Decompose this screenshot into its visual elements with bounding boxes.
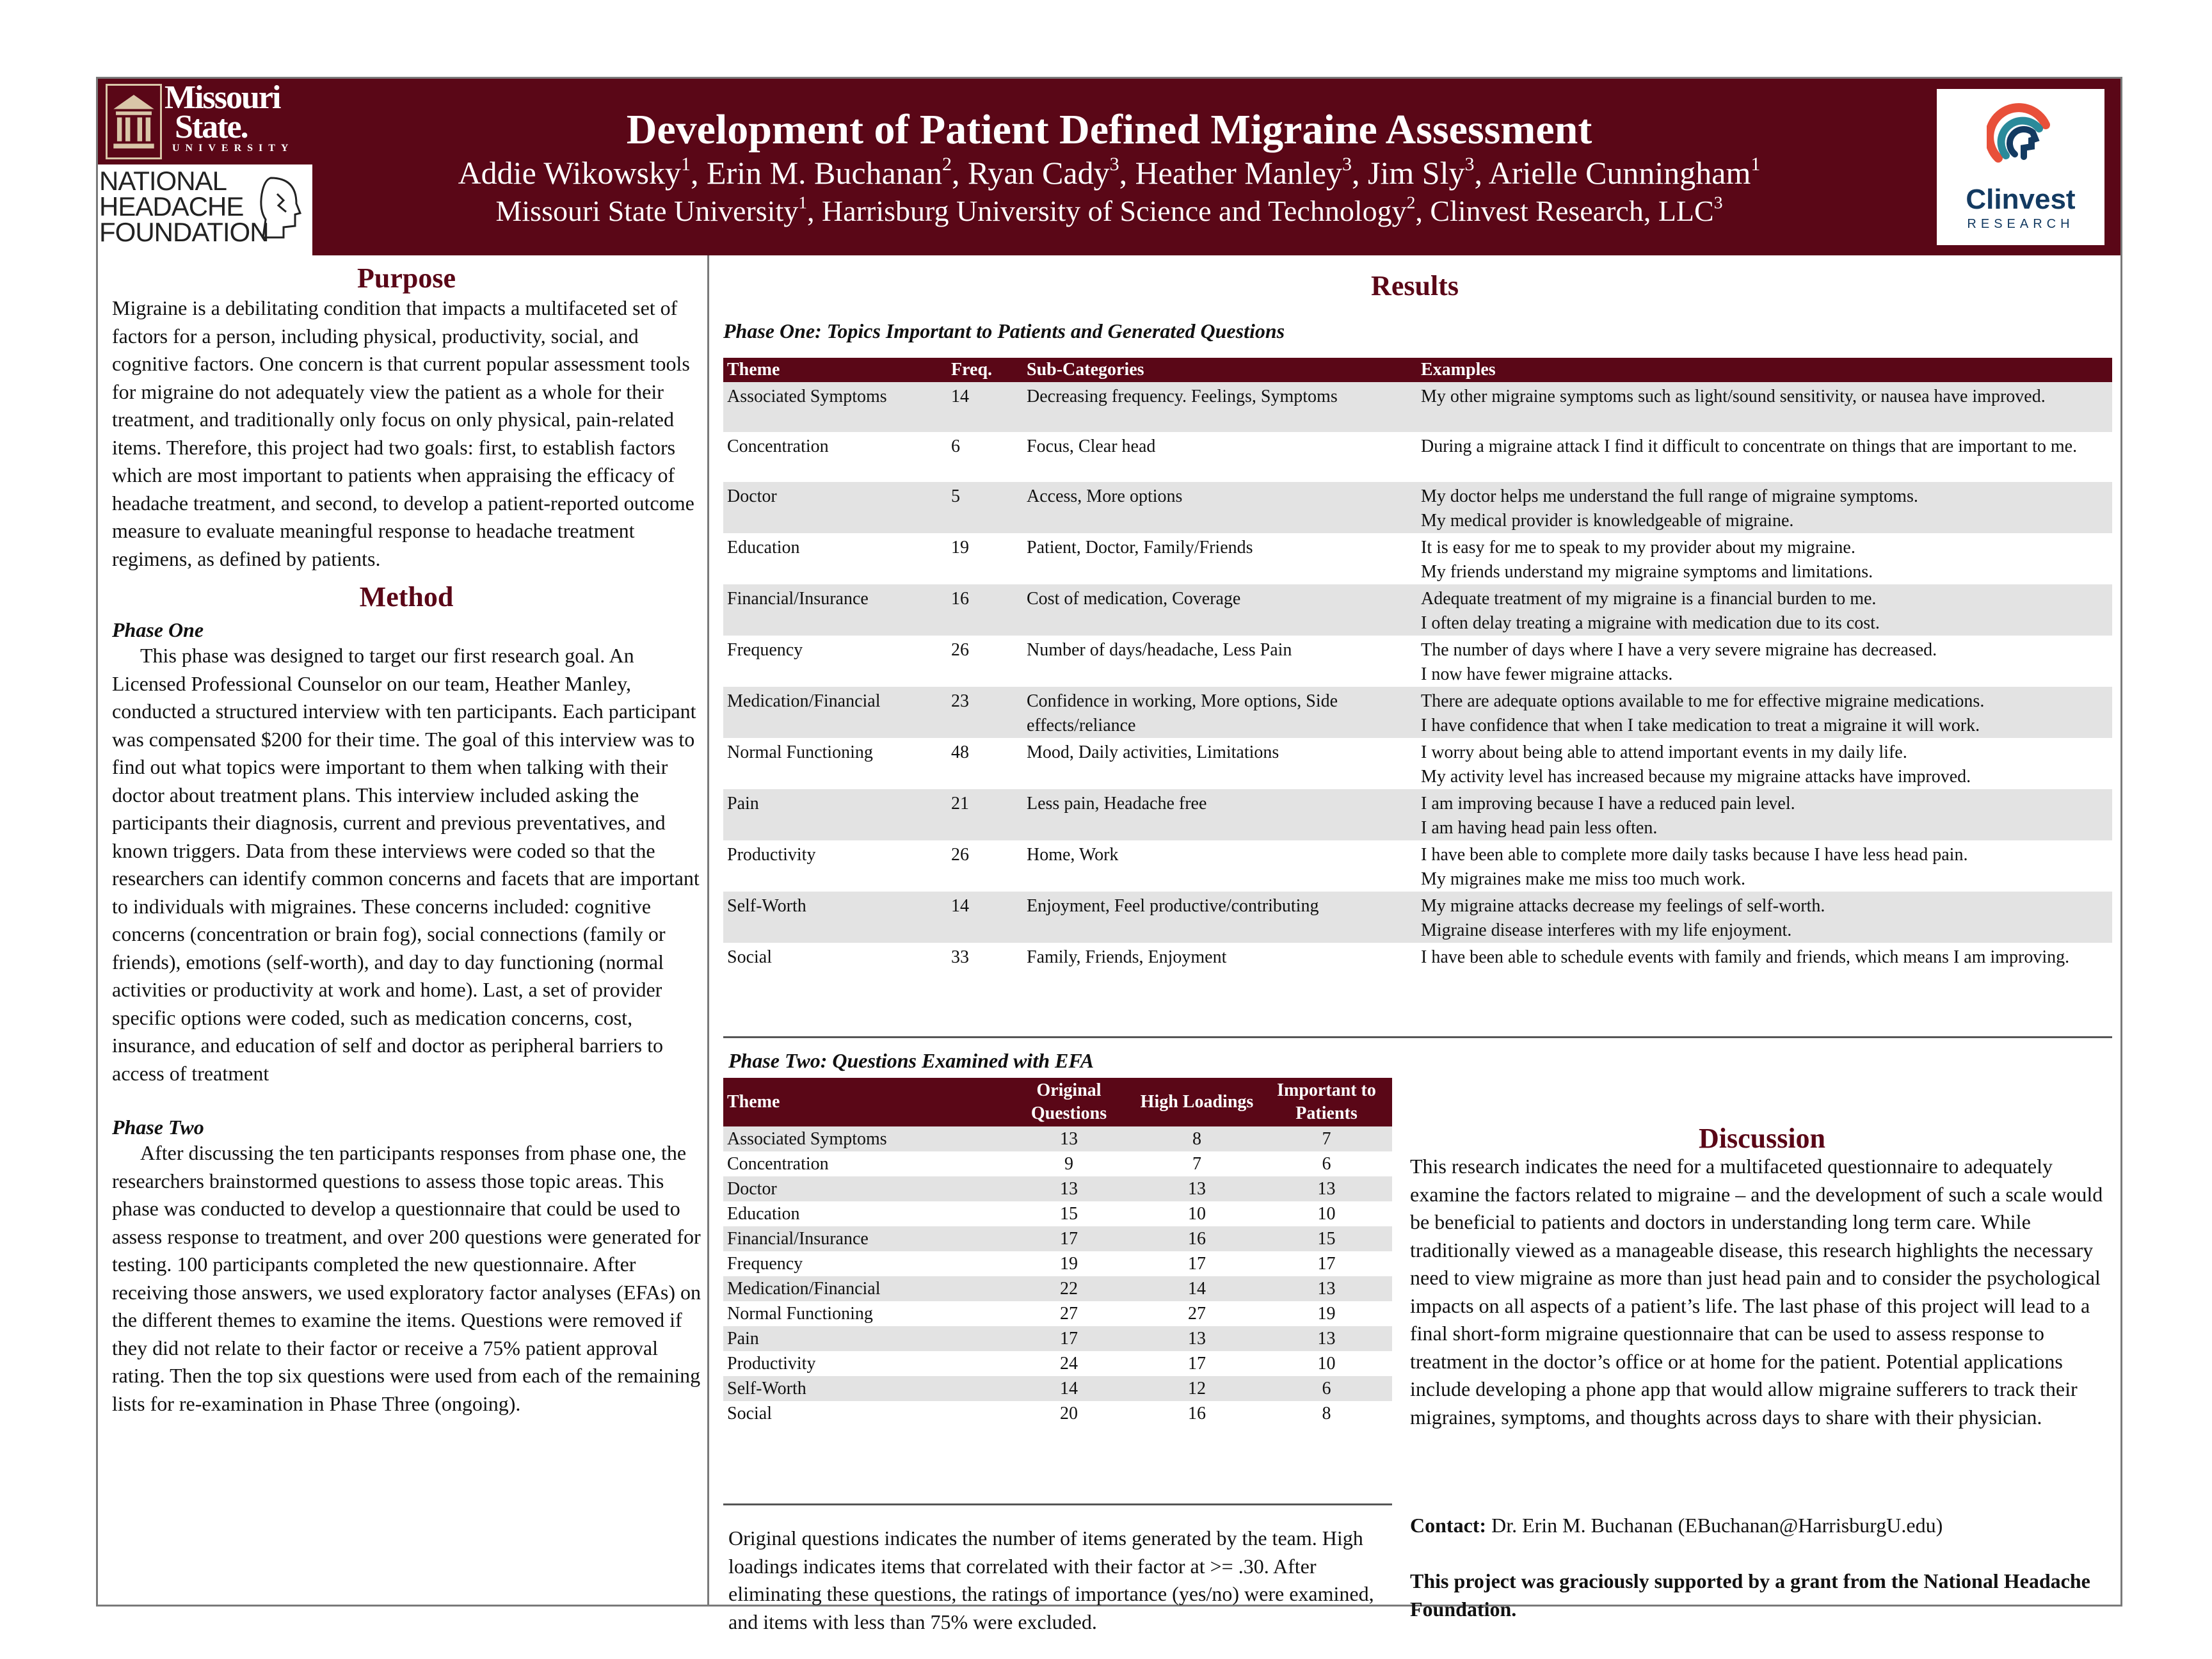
high-loadings-cell: 14	[1133, 1276, 1261, 1301]
poster-title: Development of Patient Defined Migraine Assessment	[626, 106, 1592, 153]
table-row	[723, 584, 2112, 636]
theme-cell: Normal Functioning	[727, 742, 873, 762]
example-line: I have been able to schedule events with family and friends, which means I am improving.	[1421, 947, 2070, 967]
table-row	[723, 1401, 1392, 1426]
table-header: Freq.	[947, 358, 1023, 382]
examples-cell	[1417, 382, 2112, 432]
original-questions-cell: 20	[1060, 1404, 1078, 1423]
phase-two-heading: Phase Two	[112, 1116, 204, 1139]
freq-cell: 21	[947, 789, 1023, 840]
table-row	[723, 1276, 1392, 1301]
author-name: Jim Sly	[1368, 155, 1465, 191]
subcategory-cell: Less pain, Headache free	[1023, 789, 1417, 840]
theme-cell: Doctor	[723, 482, 947, 533]
phase-one-table	[723, 358, 2112, 993]
poster-header	[98, 79, 2120, 255]
subcategory-cell: Decreasing frequency. Feelings, Symptoms	[1023, 382, 1417, 432]
freq-cell: 16	[947, 584, 1023, 636]
phase-two-caption: Phase Two: Questions Examined with EFA	[728, 1049, 1094, 1072]
examples-cell	[1417, 789, 2112, 840]
nhf-line2: HEADACHE	[99, 191, 244, 221]
example-line: The number of days where I have a very severe migraine has decreased.	[1421, 640, 1937, 660]
left-column	[98, 255, 709, 1605]
table-header: Important to Patients	[1261, 1078, 1392, 1126]
theme-cell: Medication/Financial	[723, 1276, 1005, 1301]
table-row	[723, 1301, 1392, 1326]
purpose-heading: Purpose	[357, 262, 456, 294]
examples-cell	[1417, 892, 2112, 943]
author-affiliation-mark: 1	[681, 154, 691, 175]
high-loadings-cell: 16	[1133, 1226, 1261, 1251]
example-line: Migraine disease interferes with my life enjoyment.	[1421, 920, 1792, 940]
theme-cell: Normal Functioning	[727, 1304, 873, 1324]
freq-cell: 19	[951, 538, 969, 557]
freq-cell: 48	[951, 742, 969, 762]
table-row	[723, 943, 2112, 993]
author-affiliation-mark: 3	[1464, 154, 1475, 175]
original-questions-cell: 15	[1060, 1204, 1078, 1224]
example-line: I often delay treating a migraine with medication due to its cost.	[1421, 613, 1880, 633]
theme-cell: Medication/Financial	[723, 687, 947, 738]
contact-email[interactable]: Dr. Erin M. Buchanan (EBuchanan@HarrisburgU.edu)	[1486, 1514, 1943, 1537]
high-loadings-cell: 12	[1133, 1376, 1261, 1401]
freq-cell: 26	[951, 640, 969, 660]
freq-cell: 26	[951, 845, 969, 865]
author-name: Heather Manley	[1135, 155, 1343, 191]
freq-cell: 33	[951, 947, 969, 967]
table-row	[723, 636, 2112, 687]
table-header: High Loadings	[1133, 1078, 1261, 1126]
theme-cell: Financial/Insurance	[723, 1226, 1005, 1251]
theme-cell: Associated Symptoms	[723, 382, 947, 432]
clinvest-subtitle: RESEARCH	[1967, 217, 2074, 231]
original-questions-cell: 22	[1005, 1276, 1133, 1301]
author-affiliation-mark: 2	[942, 154, 952, 175]
theme-cell: Frequency	[727, 640, 803, 660]
original-questions-cell: 13	[1005, 1176, 1133, 1201]
author-affiliation-mark: 3	[1342, 154, 1352, 175]
purpose-text: Migraine is a debilitating condition that impacts a multifaceted set of factors for a person, including physical, productivity, social, and cognitive factors. One concern is that current popular assessment tools for migraine do not adequately view the patient as a whole for their treatment, and traditionally only focus on only physical, pain-related items. Therefore, this project had two goals: first, to establish factors which are most important to patients when appraising the efficacy of headache treatment, and second, to develop a patient-reported outcome measure to evaluate meaningful response to headache treatment regimens, as defined by patients.	[112, 296, 694, 570]
msu-logo-line1: Missouri	[164, 79, 280, 116]
high-loadings-cell: 13	[1133, 1176, 1261, 1201]
affiliation-name: Missouri State University	[495, 195, 799, 227]
subcategory-cell: Access, More options	[1023, 482, 1417, 533]
author-name: Erin M. Buchanan	[707, 155, 942, 191]
table-row	[723, 533, 2112, 584]
affiliation-mark: 1	[798, 192, 808, 212]
msu-logo-line3: UNIVERSITY	[172, 143, 294, 154]
phase-two-text: After discussing the ten participants responses from phase one, the researchers brainstormed questions to assess those topic areas. This phase was conducted to develop a questionnaire that could be used to assess response to treatment, and over 200 questions were generated for testing. 100 participants completed the new questionnaire. After receiving those answers, we used exploratory factor analyses (EFAs) on the different themes to examine the items. Questions were removed if they did not relate to their factor or receive a 75% patient approval rating. Then the top six questions were used from each of the remaining lists for re-examination in Phase Three (ongoing).	[112, 1141, 701, 1415]
high-loadings-cell: 17	[1188, 1354, 1206, 1374]
poster	[96, 77, 2122, 1633]
freq-cell: 6	[951, 437, 960, 456]
affiliation-mark: 2	[1406, 192, 1416, 212]
high-loadings-cell: 10	[1188, 1204, 1206, 1224]
table-row	[723, 382, 2112, 432]
table-row	[723, 1326, 1392, 1351]
table-header: Sub-Categories	[1023, 358, 1417, 382]
table-row	[723, 840, 2112, 892]
table-row	[723, 1151, 1392, 1176]
example-line: I am having head pain less often.	[1421, 818, 1658, 838]
examples-cell	[1417, 533, 2112, 584]
examples-cell	[1417, 738, 2112, 789]
freq-cell: 23	[947, 687, 1023, 738]
contact-label: Contact:	[1410, 1514, 1487, 1537]
theme-cell: Concentration	[727, 1154, 829, 1174]
examples-cell	[1417, 840, 2112, 892]
high-loadings-cell: 8	[1133, 1126, 1261, 1151]
table-header: Theme	[723, 358, 947, 382]
important-cell: 15	[1261, 1226, 1392, 1251]
important-cell: 6	[1322, 1154, 1331, 1174]
example-line: My doctor helps me understand the full range of migraine symptoms.	[1421, 486, 1918, 506]
theme-cell: Financial/Insurance	[723, 584, 947, 636]
freq-cell: 14	[947, 382, 1023, 432]
subcategory-cell: Home, Work	[1027, 845, 1119, 865]
theme-cell: Frequency	[727, 1254, 803, 1274]
example-line: I am improving because I have a reduced pain level.	[1421, 794, 1795, 813]
left-column-content	[112, 262, 701, 1418]
contact-line	[1410, 1514, 2108, 1537]
affiliation-name: Harrisburg University of Science and Technology	[822, 195, 1407, 227]
example-line: My migraines make me miss too much work.	[1421, 869, 1746, 889]
author-affiliation-mark: 1	[1751, 154, 1761, 175]
freq-cell: 5	[947, 482, 1023, 533]
subcategory-cell: Mood, Daily activities, Limitations	[1027, 742, 1279, 762]
clinvest-wordmark: Clinvest	[1966, 184, 2076, 215]
high-loadings-cell: 16	[1188, 1404, 1206, 1423]
example-line: My medical provider is knowledgeable of migraine.	[1421, 511, 1794, 531]
example-line: My friends understand my migraine symptoms and limitations.	[1421, 562, 1873, 582]
results-heading: Results	[1371, 270, 1459, 301]
theme-cell: Self-Worth	[723, 892, 947, 943]
subcategory-cell: Family, Friends, Enjoyment	[1027, 947, 1227, 967]
important-cell: 6	[1261, 1376, 1392, 1401]
theme-cell: Productivity	[727, 1354, 816, 1374]
table-header-row	[723, 1078, 1392, 1126]
original-questions-cell: 27	[1060, 1304, 1078, 1324]
subcategory-cell: Number of days/headache, Less Pain	[1027, 640, 1292, 660]
examples-cell	[1417, 943, 2112, 993]
theme-cell: Doctor	[723, 1176, 1005, 1201]
original-questions-cell: 24	[1060, 1354, 1078, 1374]
affiliation-mark: 3	[1713, 192, 1723, 212]
nhf-line3: FOUNDATION	[99, 217, 269, 247]
examples-cell	[1417, 687, 2112, 738]
important-cell: 17	[1317, 1254, 1336, 1274]
grant-acknowledgement: This project was graciously supported by a grant from the National Headache Foundation.	[1410, 1569, 2090, 1621]
table-row	[723, 1351, 1392, 1376]
example-line: It is easy for me to speak to my provider about my migraine.	[1421, 538, 1855, 557]
examples-cell	[1417, 584, 2112, 636]
example-line: My migraine attacks decrease my feelings of self-worth.	[1421, 896, 1825, 916]
table-row	[723, 1376, 1392, 1401]
msu-logo-line2: State.	[175, 109, 248, 145]
phase-one-heading: Phase One	[112, 618, 204, 641]
subcategory-cell: Patient, Doctor, Family/Friends	[1027, 538, 1253, 557]
high-loadings-cell: 7	[1192, 1154, 1201, 1174]
table-header: Examples	[1417, 358, 2112, 382]
example-line: I have confidence that when I take medication to treat a migraine it will work.	[1421, 716, 1980, 735]
author-name: Arielle Cunningham	[1488, 155, 1751, 191]
important-cell: 13	[1261, 1176, 1392, 1201]
high-loadings-cell: 27	[1188, 1304, 1206, 1324]
table-header: Original Questions	[1005, 1078, 1133, 1126]
original-questions-cell: 14	[1005, 1376, 1133, 1401]
theme-cell: Pain	[723, 789, 947, 840]
table-row	[723, 789, 2112, 840]
example-line: Adequate treatment of my migraine is a financial burden to me.	[1421, 589, 1877, 609]
example-line: There are adequate options available to me for effective migraine medications.	[1421, 691, 1985, 711]
table-row	[723, 1176, 1392, 1201]
table-row	[723, 892, 2112, 943]
clinvest-ring-icon	[1987, 99, 2055, 176]
theme-cell: Pain	[723, 1326, 1005, 1351]
theme-cell: Associated Symptoms	[723, 1126, 1005, 1151]
subcategory-cell: Confidence in working, More options, Side effects/reliance	[1023, 687, 1417, 738]
phase-one-text: This phase was designed to target our first research goal. An Licensed Professional Counselor on our team, Heather Manley, conducted a structured interview with ten participants. Each participant was compensated $200 for their time. The goal of this interview was to find out what topics were important to them when talking with their doctor about treatment plans. This interview included asking the participants their diagnosis, current and previous preventatives, and known triggers. Data from these interviews were coded so that the researchers can identify common concerns and facets that are important to individuals with migraines. These concerns included: cognitive concerns (concentration or brain fog), social connections (family or friends), emotions (self-worth), and day to day functioning (normal activities or productivity at work and home). Last, a set of provider specific options were coded, such as medication concerns, cost, insurance, and education of self and doctor as peripheral barriers to access of treatment	[112, 644, 700, 1085]
nhf-line1: NATIONAL	[99, 166, 227, 196]
table-row	[723, 432, 2112, 482]
important-cell: 10	[1317, 1204, 1336, 1224]
discussion-text: This research indicates the need for a multifaceted questionnaire to adequately examine the factors related to migraine – and the development of such a scale would be beneficial to patients and doctors in understanding long term care. While traditionally viewed as a manageable disease, this research highlights the necessary need to view migraine as more than just head pain and to consider the psychological impacts on all aspects of a patient’s life. The last phase of this project will lead to a final short-form migraine questionnaire that can be used to assess response to treatment in the doctor’s office or at home for the patient. Potential applications include developing a phone app that would allow migraine sufferers to track their migraines, symptoms, and thoughts across days to share with their physician.	[1410, 1155, 2103, 1429]
table-row	[723, 1226, 1392, 1251]
important-cell: 13	[1261, 1276, 1392, 1301]
original-questions-cell: 9	[1064, 1154, 1073, 1174]
author-list: Addie Wikowsky$^1$, Erin M. Buchanan$^2$, Ryan Cady$^3$, Heather Manley$^3$, Jim Sly$^3$, Arielle Cunningham$^1$	[458, 154, 1761, 191]
example-line: My other migraine symptoms such as light/sound sensitivity, or nausea have improved.	[1421, 387, 2046, 406]
theme-cell: Social	[727, 947, 772, 967]
freq-cell: 14	[947, 892, 1023, 943]
affiliation-list: Missouri State University$^1$, Harrisburg University of Science and Technology$^2$, Clinvest Research, LLC$^3$	[495, 192, 1723, 227]
original-questions-cell: 17	[1005, 1226, 1133, 1251]
table-row	[723, 1251, 1392, 1276]
example-line: I have been able to complete more daily tasks because I have less head pain.	[1421, 845, 1968, 865]
author-name: Ryan Cady	[967, 155, 1110, 191]
table-row	[723, 1201, 1392, 1226]
table-row	[723, 687, 2112, 738]
important-cell: 7	[1261, 1126, 1392, 1151]
important-cell: 10	[1317, 1354, 1336, 1374]
high-loadings-cell: 17	[1188, 1254, 1206, 1274]
table-row	[723, 1126, 1392, 1151]
affiliation-name: Clinvest Research, LLC	[1430, 195, 1714, 227]
table-header-row	[723, 358, 2112, 382]
examples-cell	[1417, 482, 2112, 533]
theme-cell: Concentration	[727, 437, 829, 456]
subcategory-cell: Cost of medication, Coverage	[1023, 584, 1417, 636]
table-divider	[723, 1503, 1392, 1505]
table-row	[723, 482, 2112, 533]
original-questions-cell: 13	[1005, 1126, 1133, 1151]
right-column	[709, 255, 2120, 1633]
important-cell: 8	[1322, 1404, 1331, 1423]
theme-cell: Social	[727, 1404, 772, 1423]
table-divider	[723, 1036, 2112, 1038]
original-questions-cell: 19	[1060, 1254, 1078, 1274]
subcategory-cell: Focus, Clear head	[1027, 437, 1156, 456]
table-header: Theme	[723, 1078, 1005, 1126]
example-line: My activity level has increased because my migraine attacks have improved.	[1421, 767, 1971, 787]
author-affiliation-mark: 3	[1109, 154, 1119, 175]
phase-one-caption: Phase One: Topics Important to Patients and Generated Questions	[723, 319, 1285, 342]
high-loadings-cell: 13	[1133, 1326, 1261, 1351]
theme-cell: Education	[727, 1204, 800, 1224]
example-line: I worry about being able to attend important events in my daily life.	[1421, 742, 1907, 762]
subcategory-cell: Enjoyment, Feel productive/contributing	[1023, 892, 1417, 943]
table-note: Original questions indicates the number of items generated by the team. High loadings indicates items that correlated with their factor at >= .30. After eliminating these questions, the ratings of importance (yes/no) were examined, and items with less than 75% were excluded.	[728, 1527, 1374, 1633]
theme-cell: Education	[727, 538, 800, 557]
examples-cell	[1417, 636, 2112, 687]
table-row	[723, 738, 2112, 789]
important-cell: 13	[1261, 1326, 1392, 1351]
theme-cell: Productivity	[727, 845, 816, 865]
phase-two-table	[723, 1078, 1392, 1426]
clinvest-logo	[1937, 89, 2104, 245]
example-line: During a migraine attack I find it difficult to concentrate on things that are important to me.	[1421, 437, 2078, 456]
author-name: Addie Wikowsky	[458, 155, 682, 191]
theme-cell: Self-Worth	[723, 1376, 1005, 1401]
examples-cell	[1417, 432, 2112, 482]
discussion-heading: Discussion	[1698, 1123, 1826, 1154]
method-heading: Method	[359, 581, 454, 613]
example-line: I now have fewer migraine attacks.	[1421, 664, 1673, 684]
important-cell: 19	[1317, 1304, 1336, 1324]
original-questions-cell: 17	[1005, 1326, 1133, 1351]
